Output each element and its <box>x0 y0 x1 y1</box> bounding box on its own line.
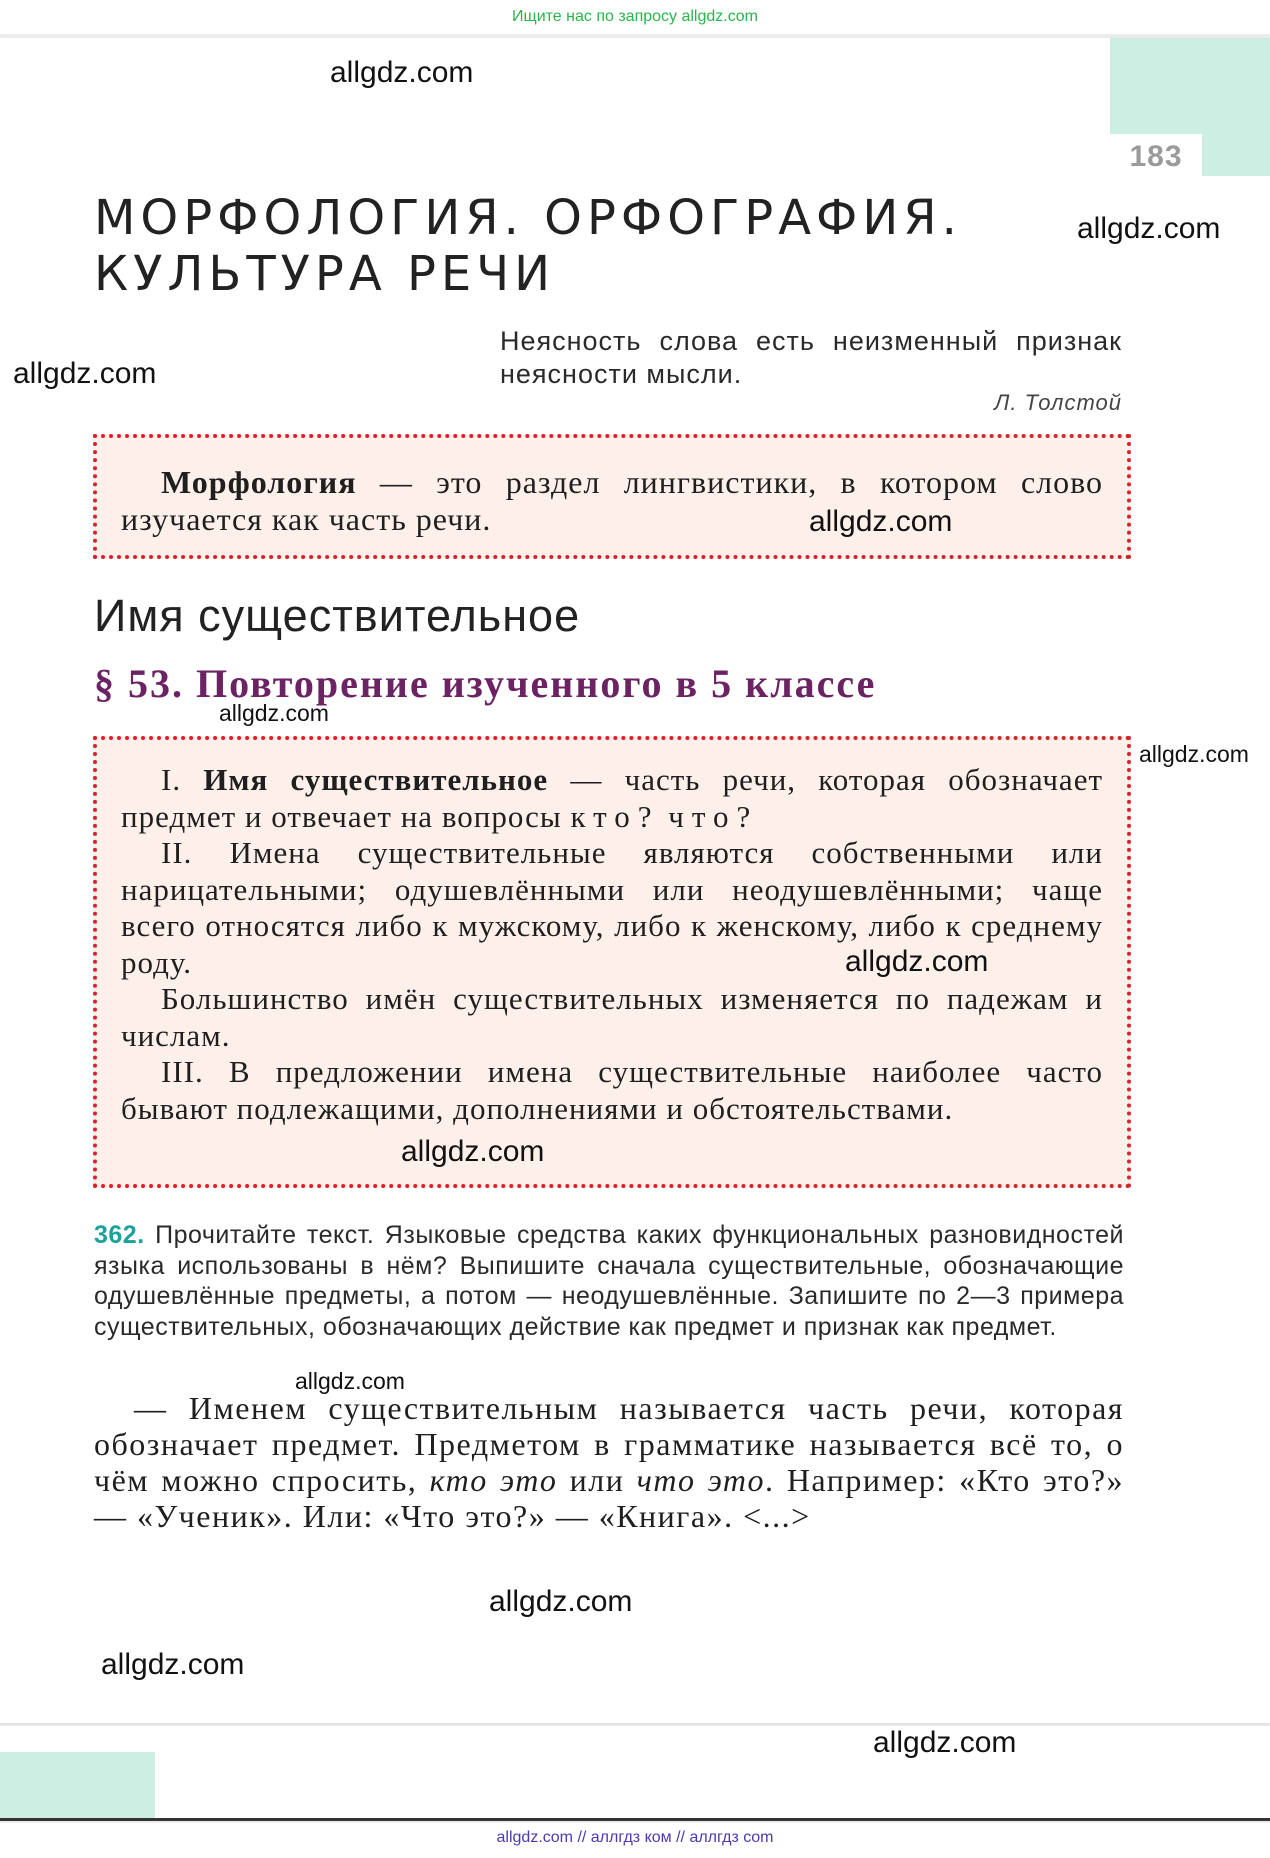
watermark: allgdz.com <box>845 945 989 978</box>
rule-2: II. Имена существительные являются собственными или нарицательными; одушевлёнными или неодушевлёнными; чаще всего относятся либо к мужскому, либо к женскому, либо к среднему роду. <box>121 835 1103 980</box>
quote-paragraph <box>94 1390 1124 1534</box>
chapter-title-line-1: МОРФОЛОГИЯ. ОРФОГРАФИЯ. <box>94 190 962 246</box>
rule-1 <box>121 762 1103 835</box>
rule-1-term: Имя существительное <box>203 762 549 797</box>
page-number: 183 <box>1129 140 1183 173</box>
top-banner-text: Ищите нас по запросу allgdz.com <box>512 8 758 25</box>
next-page-edge <box>0 1726 1270 1818</box>
definition-box <box>93 434 1131 559</box>
chapter-title <box>94 190 994 302</box>
watermark: allgdz.com <box>330 56 474 89</box>
watermark: allgdz.com <box>401 1135 545 1168</box>
definition-text <box>121 464 1103 538</box>
rule-1-number: I. <box>161 762 204 797</box>
definition-rest: — это раздел лингвистики, в котором слово изучается как часть речи. <box>121 464 1103 537</box>
watermark: allgdz.com <box>809 505 953 538</box>
quote-italic-2: что это <box>636 1462 766 1498</box>
epigraph: Неясность слова есть неизменный признак неясности мысли. <box>500 326 1122 389</box>
quote-part-3: . Например: «Кто это?» — «Ученик». Или: «Что это?» — «Книга». <...> <box>94 1462 1125 1534</box>
watermark: allgdz.com <box>219 700 329 726</box>
rule-2-extra: Большинство имён существительных изменяется по падежам и числам. <box>121 981 1103 1053</box>
footer <box>0 1823 1270 1858</box>
footer-links[interactable]: allgdz.com // аллгдз ком // аллгдз com <box>496 1829 774 1846</box>
next-page-tab <box>0 1752 155 1820</box>
exercise-quote <box>94 1390 1124 1534</box>
exercise-number: 362. <box>94 1221 145 1249</box>
quote-part-1: — Именем существительным называется часть речи, которая обозначает предмет. Предметом в грамматике называется всё то, о чём можно спросить, <box>94 1390 1124 1498</box>
quote-italic-1: кто это <box>429 1462 558 1498</box>
definition-term: Морфология <box>161 464 357 500</box>
watermark: allgdz.com <box>489 1585 633 1618</box>
rule-1-text: — часть речи, которая обозначает предмет и отвечает на вопросы <box>121 762 1103 834</box>
watermark: allgdz.com <box>295 1368 405 1394</box>
watermark: allgdz.com <box>13 357 157 390</box>
watermark: allgdz.com <box>101 1648 245 1681</box>
top-banner <box>0 0 1270 34</box>
section-heading: Имя существительное <box>94 590 581 641</box>
watermark: allgdz.com <box>1077 212 1221 245</box>
paragraph-title: § 53. Повторение изученного в 5 классе <box>94 661 877 706</box>
rule-1-question-what: что? <box>668 798 759 834</box>
rule-1-question-who: кто? <box>570 798 660 834</box>
watermark: allgdz.com <box>873 1726 1017 1759</box>
epigraph-author: Л. Толстой <box>994 390 1122 415</box>
exercise-text: Прочитайте текст. Языковые средства каких функциональных разновидностей языка использованы в нём? Выпишите сначала существительные, обозначающие одушевлённые предметы, а потом — неодушевлённые. Запишите по 2—3 примера существительных, обозначающих действие как предмет и признак как предмет. <box>94 1221 1124 1341</box>
exercise-362 <box>94 1220 1124 1342</box>
quote-part-2: или <box>557 1462 637 1498</box>
page-divider <box>0 1818 1270 1821</box>
chapter-title-line-2: КУЛЬТУРА РЕЧИ <box>94 246 556 302</box>
rule-3: III. В предложении имена существительные наиболее часто бывают подлежащими, дополнениями и обстоятельствами. <box>121 1054 1103 1126</box>
watermark: allgdz.com <box>1139 741 1249 767</box>
